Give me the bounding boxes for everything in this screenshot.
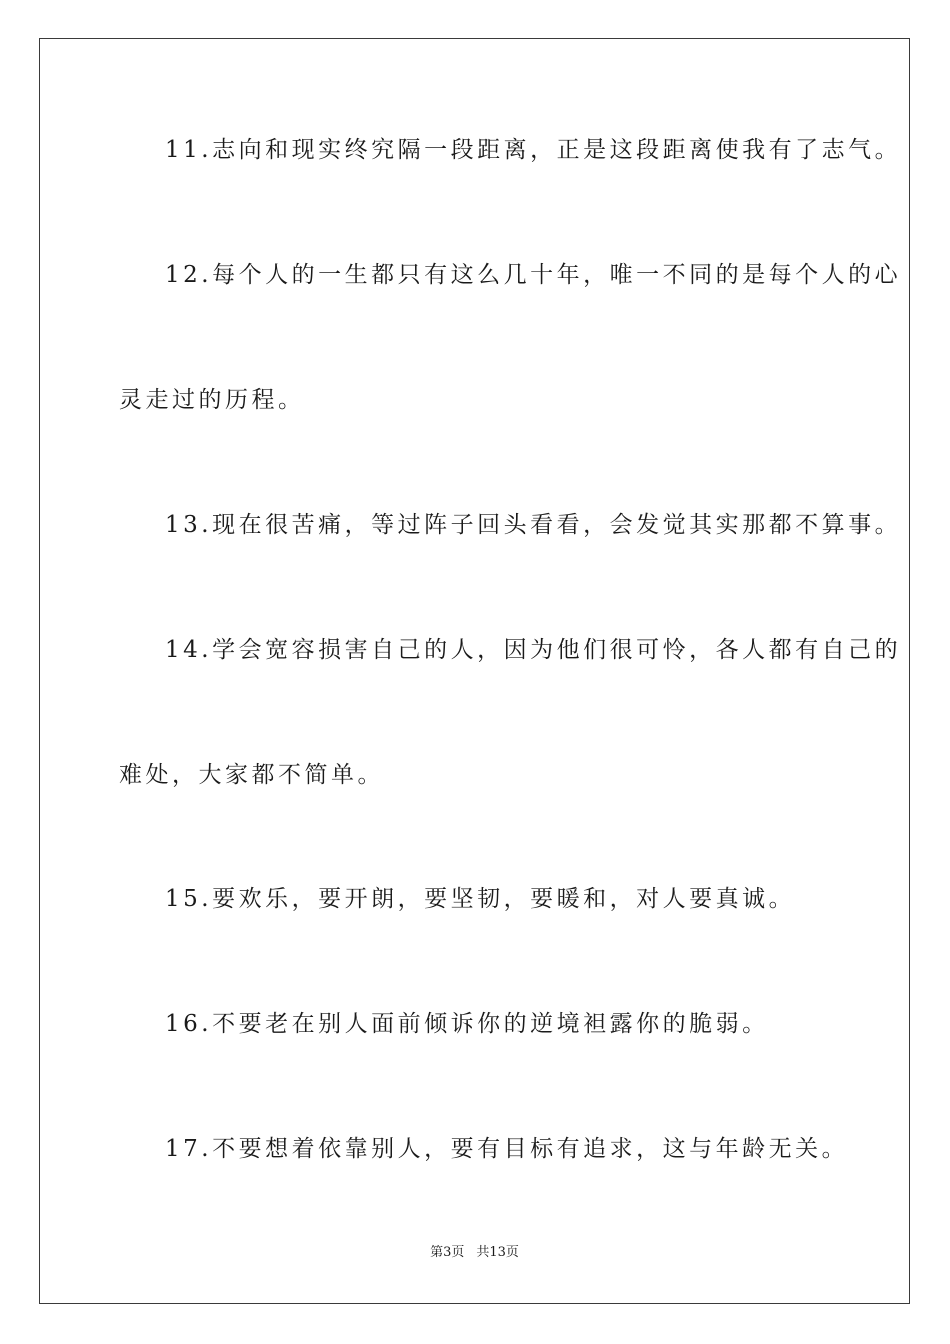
page-total: 共13页 [476, 1245, 519, 1260]
paragraph-14-line-1: 14.学会宽容损害自己的人，因为他们很可怜，各人都有自己的 [165, 637, 902, 663]
page-footer [40, 1245, 909, 1261]
paragraph-16-line-1: 16.不要老在别人面前倾诉你的逆境袒露你的脆弱。 [165, 1011, 769, 1037]
paragraph-14-line-2: 难处，大家都不简单。 [119, 762, 384, 788]
document-page [39, 38, 910, 1304]
paragraph-12-line-2: 灵走过的历程。 [119, 387, 305, 413]
paragraph-12-line-1: 12.每个人的一生都只有这么几十年，唯一不同的是每个人的心 [165, 262, 902, 288]
page-number: 第3页 [430, 1245, 465, 1260]
paragraph-11-line-1: 11.志向和现实终究隔一段距离，正是这段距离使我有了志气。 [165, 137, 902, 163]
paragraph-13-line-1: 13.现在很苦痛，等过阵子回头看看，会发觉其实那都不算事。 [165, 512, 902, 538]
paragraph-17-line-1: 17.不要想着依靠别人，要有目标有追求，这与年龄无关。 [165, 1136, 849, 1162]
paragraph-15-line-1: 15.要欢乐，要开朗，要坚韧，要暖和，对人要真诚。 [165, 886, 796, 912]
